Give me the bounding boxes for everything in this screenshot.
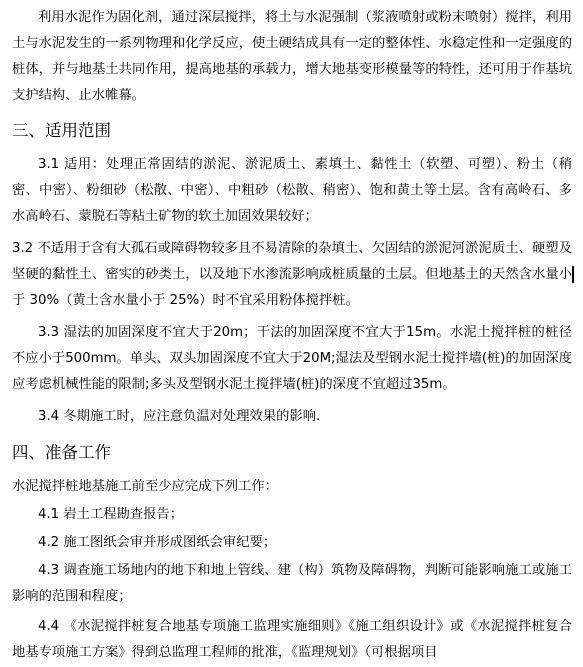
clause-4-2: 4.2 施工图纸会审并形成图纸会审纪要； [38, 535, 277, 550]
clause-3-3: 3.3 湿法的加固深度不宜大于20m；干法的加固深度不宜大于15m。水泥土搅拌桩的桩径不应小于500mm。单头、双头加固深度不宜大于20M;湿法及型钢水泥土搅拌墙(桩)的加固深度应考虑机械性能的限制;多头及型钢水泥土搅拌墙(桩)的深度不宜超过35m。 [12, 325, 572, 392]
section-3-heading: 三、适用范围 [12, 121, 111, 140]
section-4-heading: 四、准备工作 [12, 443, 111, 462]
clause-3-1: 3.1 适用：处理正常固结的淤泥、淤泥质土、素填土、黏性土（软塑、可塑）、粉土（稍密、中密）、粉细砂（松散、中密）、中粗砂（松散、稍密）、饱和黄土等土层。含有高岭石、多水高岭石、蒙脱石等粘土矿物的软土加固效果较好； [12, 157, 572, 224]
clause-3-2: 3.2 不适用于含有大孤石或障碍物较多且不易清除的杂填土、欠固结的淤泥河淤泥质土、硬塑及坚硬的黏性土、密实的砂类土，以及地下水渗流影响成桩质量的土层。但地基土的天然含水量小于 30%（黄土含水量小于 25%）时不宜采用粉体搅拌桩。 [12, 241, 572, 308]
clause-4-3: 4.3 调查施工场地内的地下和地上管线、建（构）筑物及障碍物，判断可能影响施工或施工影响的范围和程度； [12, 563, 572, 604]
clause-4-4: 4.4 《水泥搅拌桩复合地基专项施工监理实施细则》《施工组织设计》或《水泥搅拌桩复合地基专项施工方案》得到总监理工程师的批准，《监理规划》（可根据项目 [12, 619, 572, 660]
intro-paragraph: 利用水泥作为固化剂，通过深层搅拌，将土与水泥强制（浆液喷射或粉末喷射）搅拌，利用土与水泥发生的一系列物理和化学反应，使土硬结成具有一定的整体性、水稳定性和一定强度的桩体，并与地基土共同作用，提高地基的承载力，增大地基变形模量等的特性，还可用于作基坑支护结构、止水帷幕。 [12, 10, 572, 103]
clause-4-1: 4.1 岩土工程勘查报告； [38, 507, 184, 522]
text-cursor [572, 266, 574, 283]
section-4-lead: 水泥搅拌桩地基施工前至少应完成下列工作： [12, 479, 278, 494]
clause-3-4: 3.4 冬期施工时，应注意负温对处理效果的影响. [38, 409, 321, 424]
